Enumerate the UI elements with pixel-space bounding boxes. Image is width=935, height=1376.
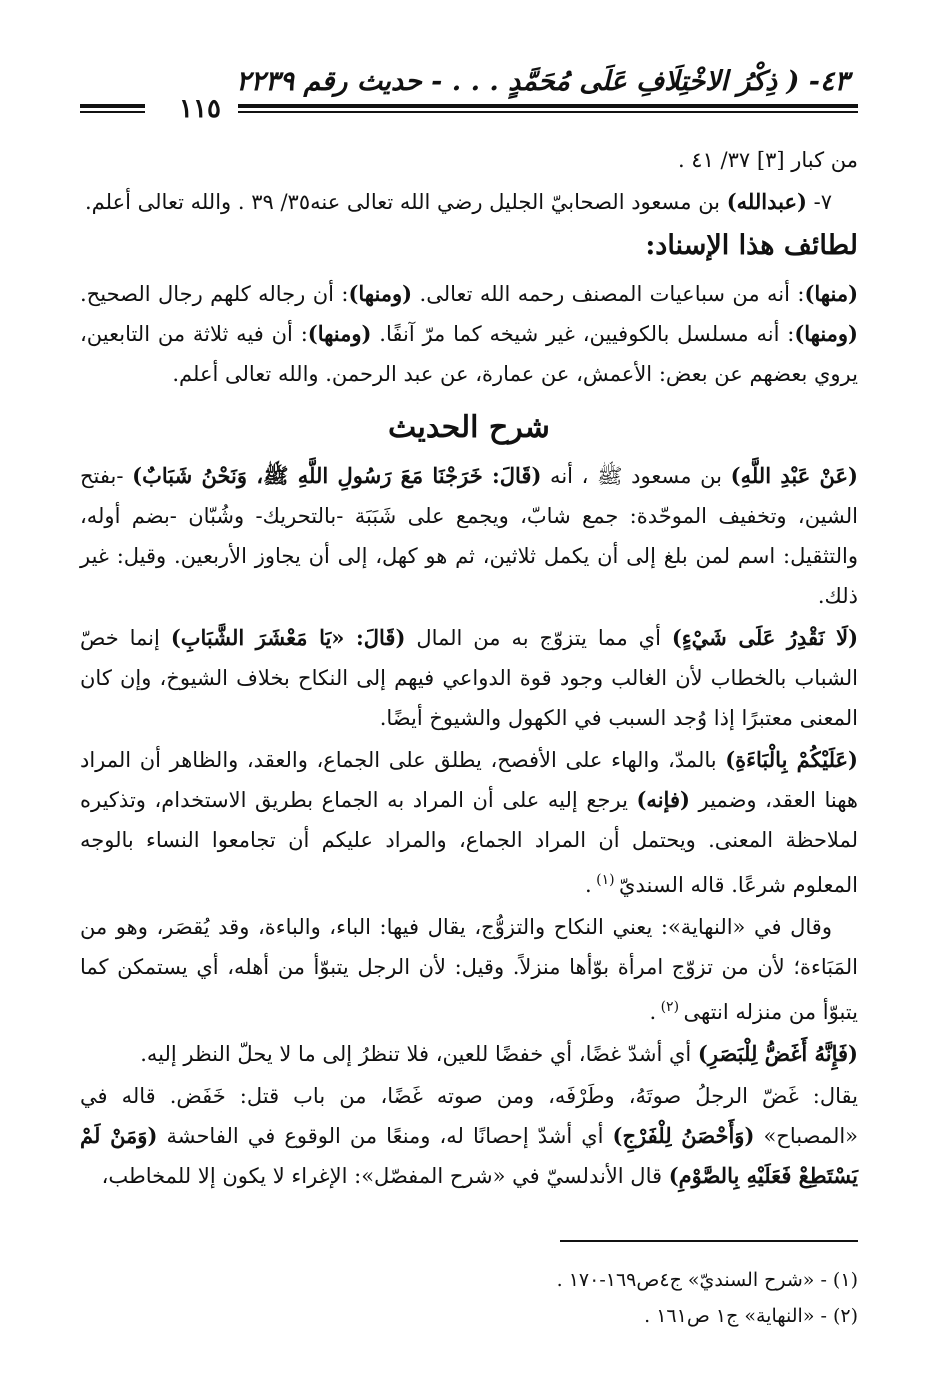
paragraph-sharh-4: وقال في «النهاية»: يعني النكاح والتزوُّج، يقال فيها: الباء، والباءة، وقد يُقصَر، وهو من المَبَاءة؛ لأن من تزوّج امرأة بوّأها منزلاً. وقيل: لأن الرجل يتبوّأ من أهله، أي يستمكن كما يتبوّأ من منزله انتهى $^{(٢)}$ . (80, 915, 858, 1024)
paragraph-sharh-3: (عَلَيْكُمْ بِالْبَاءَةِ) بالمدّ، والهاء على الأفصح، يطلق على الجماع، والعقد، والظاهر أن المراد ههنا العقد، وضمير (فإنه) يرجع إليه على أن المراد به الجماع بطريق الاستخدام، وتذكيره لملاحظة المعنى. ويحتمل أن المراد الجماع، والمراد عليكم أن تجامعوا النساء بالوجه المعلوم شرعًا. قاله السنديّ $^{(١)}$ . (80, 747, 858, 897)
footnote-1: (١) - «شرح السنديّ» ج٤ص١٦٩-١٧٠ . (556, 1269, 858, 1291)
footnotes (400, 1262, 858, 1334)
footnote-2: (٢) - «النهاية» ج١ ص١٦١ . (644, 1305, 858, 1327)
paragraph-continuation: من كبار [٣] ٣٧/ ٤١ . (677, 148, 858, 172)
header-rule-left-thick (80, 104, 145, 108)
section-heading-sharh: شرح الحديث (388, 410, 550, 445)
paragraph-isnad-notes: (منها): أنه من سباعيات المصنف رحمه الله تعالى. (ومنها): أن رجاله كلهم رجال الصحيح. (ومنها): أنه مسلسل بالكوفيين، غير شيخه كما مرّ آنفًا. (ومنها): أن فيه ثلاثة من التابعين، يروي بعضهم عن بعض: الأعمش، عن عمارة، عن عبد الرحمن. والله تعالى أعلم. (80, 281, 859, 386)
paragraph-narrator-7: ٧- (عبدالله) بن مسعود الصحابيّ الجليل رضي الله تعالى عنه٣٥/ ٣٩ . والله تعالى أعلم. (85, 189, 832, 214)
footnote-ref-2[interactable]: (٢) (656, 999, 684, 1015)
header-rule-left-thin (80, 111, 145, 113)
paragraph-sharh-2: (لَا نَقْدِرُ عَلَى شَيْءٍ) أي مما يتزوّج به من المال (قَالَ: «يَا مَعْشَرَ الشَّبَابِ) إنما خصّ الشباب بالخطاب لأن الغالب وجود قوة الدواعي فيهم إلى النكاح بخلاف الشيوخ، وإن كان المعنى معتبرًا إذا وُجد السبب في الكهول والشيوخ أيضًا. (80, 625, 859, 730)
paragraph-sharh-5: (فَإِنَّهُ أَغَضُّ لِلْبَصَرِ) أي أشدّ غضًا، أي خفضًا للعين، فلا تنظرُ إلى ما لا يحلّ النظر إليه. (140, 1041, 858, 1066)
footnote-ref-1[interactable]: (١) (591, 872, 620, 888)
footnote-separator (560, 1240, 858, 1242)
paragraph-sharh-1: (عَنْ عَبْدِ اللَّهِ) بن مسعود ﷺ ، أنه (قَالَ: خَرَجْنَا مَعَ رَسُولِ اللَّهِ ﷺ، وَنَحْنُ شَبَابٌ) -بفتح الشين، وتخفيف الموحّدة: جمع شابّ، ويجمع على شَبَبَة -بالتحريك- وشُبّان -بضم أوله، والتثقيل: اسم لمن بلغ إلى أن يكمل ثلاثين، ثم هو كهل، إلى أن يجاوز الأربعين. وقيل: غير ذلك. (80, 463, 858, 608)
main-text (80, 140, 858, 1198)
paragraph-sharh-6: يقال: غَضّ الرجلُ صوتَهُ، وطَرْفَه، ومن صوته غَضًا، من باب قتل: خَفَض. قاله في «المصباح» (وَأَحْصَنُ لِلْفَرْجِ) أي أشدّ إحصانًا له، ومنعًا من الوقوع في الفاحشة (وَمَنْ لَمْ يَسْتَطِعْ فَعَلَيْهِ بِالصَّوْمِ) قال الأندلسيّ في «شرح المفصّل»: الإغراء لا يكون إلا للمخاطب، (80, 1084, 859, 1188)
header-rule-right-thick (238, 104, 858, 108)
running-header-title: ٤٣- ( ذِكْرُ الاخْتِلَافِ عَلَى مُحَمَّدٍ . . . - حديث رقم ٢٢٣٩ (236, 66, 849, 97)
page-number: ١١٥ (179, 94, 221, 124)
header-rule-right-thin (238, 111, 858, 113)
section-heading-isnad: لطائف هذا الإسناد: (645, 230, 858, 261)
